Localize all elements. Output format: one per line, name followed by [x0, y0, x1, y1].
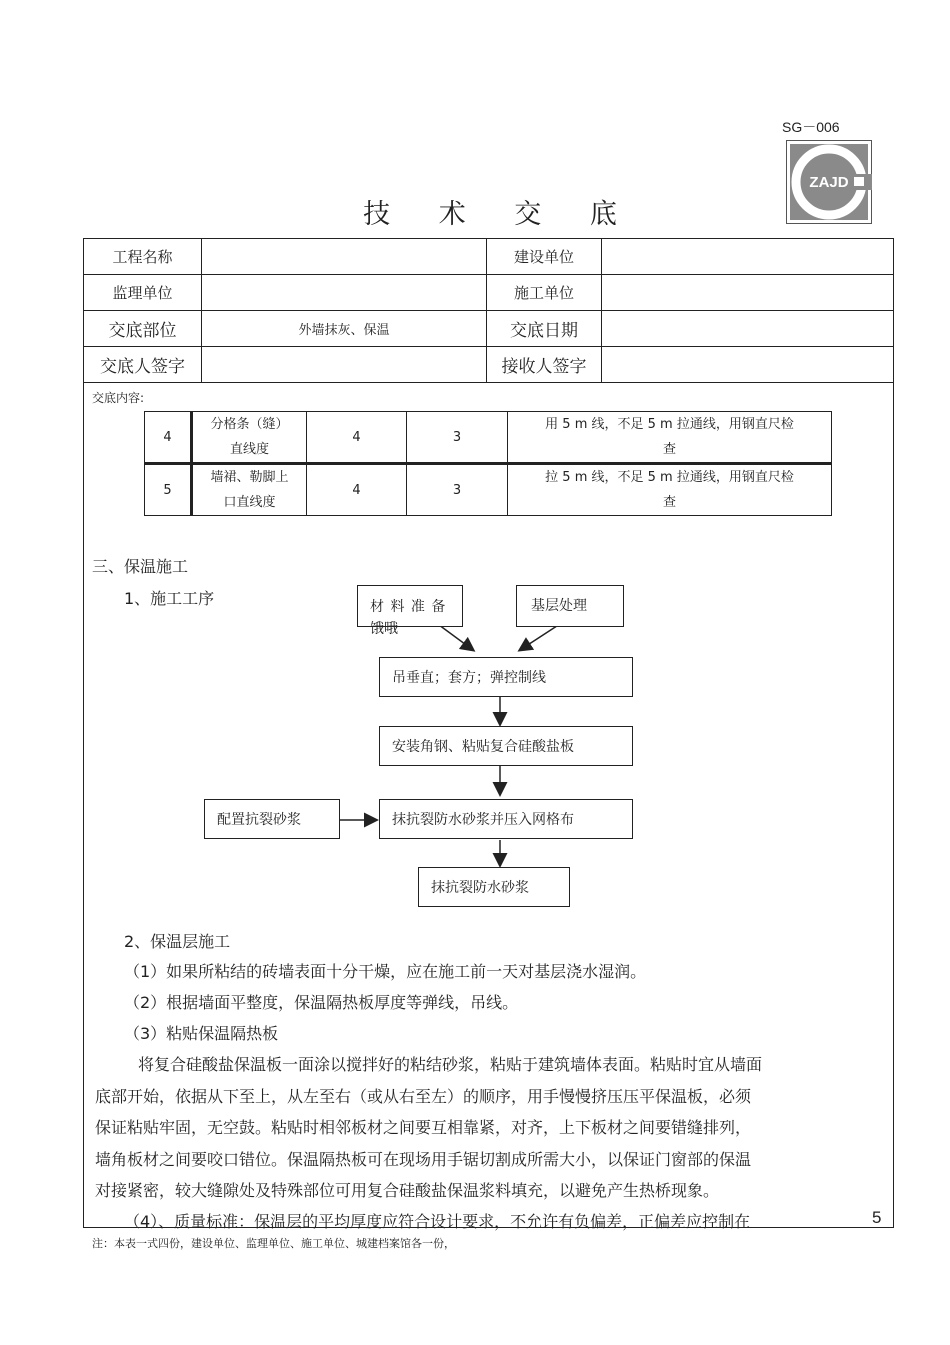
giver-sign-label: 交底人签字 — [84, 347, 202, 383]
body-line: 将复合硅酸盐保温板一面涂以搅拌好的粘结砂浆，粘贴于建筑墙体表面。粘贴时宜从墙面 — [138, 1055, 763, 1074]
row-number: 5 — [145, 464, 192, 516]
step-paragraph: （4）、质量标准：保温层的平均厚度应符合设计要求，不允许有负偏差，正偏差应控制在 — [124, 1212, 751, 1231]
table-row — [145, 464, 832, 516]
check-method: 拉 5 m 线，不足 5 m 拉通线，用钢直尺检 查 — [508, 464, 832, 516]
flow-base-treatment: 基层处理 — [516, 585, 624, 627]
location-label: 交底部位 — [84, 311, 202, 347]
info-table — [83, 238, 894, 383]
owner-label: 建设单位 — [487, 239, 602, 275]
tolerance-b: 3 — [407, 412, 508, 464]
check-item: 墙裙、勒脚上 口直线度 — [192, 464, 307, 516]
subsection-insulation: 2、保温层施工 — [124, 932, 231, 951]
contractor-field[interactable] — [602, 275, 894, 311]
tolerance-b: 3 — [407, 464, 508, 516]
flow-mortar-prep: 配置抗裂砂浆 — [204, 799, 340, 839]
footer-note: 注：本表一式四份，建设单位、监理单位、施工单位、城建档案馆各一份， — [92, 1237, 455, 1250]
page-number: 5 — [872, 1208, 882, 1227]
owner-field[interactable] — [602, 239, 894, 275]
tolerance-a: 4 — [307, 412, 407, 464]
body-line: 对接紧密，较大缝隙处及特殊部位可用复合硅酸盐保温浆料填充，以避免产生热桥现象。 — [95, 1181, 720, 1200]
step-paragraph: （2）根据墙面平整度，保温隔热板厚度等弹线，吊线。 — [124, 993, 519, 1012]
row-number: 4 — [145, 412, 192, 464]
flow-prep-note: 饿哦 — [370, 621, 398, 637]
page-title: 技 术 交 底 — [363, 199, 637, 230]
subsection-process: 1、施工工序 — [124, 589, 215, 608]
receiver-sign-field[interactable] — [602, 347, 894, 383]
check-method: 用 5 m 线，不足 5 m 拉通线，用钢直尺检 查 — [508, 412, 832, 464]
contractor-label: 施工单位 — [487, 275, 602, 311]
tolerance-a: 4 — [307, 464, 407, 516]
supervisor-field[interactable] — [202, 275, 487, 311]
body-line: 墙角板材之间要咬口错位。保温隔热板可在现场用手锯切割成所需大小，以保证门窗部的保温 — [95, 1150, 752, 1169]
quality-table — [144, 411, 832, 516]
section-heading: 三、保温施工 — [92, 557, 189, 576]
project-name-field[interactable] — [202, 239, 487, 275]
supervisor-label: 监理单位 — [84, 275, 202, 311]
form-code: SG－006 — [782, 119, 840, 135]
flow-step-install: 安装角钢、粘贴复合硅酸盐板 — [379, 726, 633, 766]
content-label: 交底内容: — [92, 391, 145, 405]
flow-step-plumb: 吊垂直；套方；弹控制线 — [379, 657, 633, 697]
table-row — [145, 412, 832, 464]
flow-step-final: 抹抗裂防水砂浆 — [418, 867, 570, 907]
body-line: 保证粘贴牢固，无空鼓。粘贴时相邻板材之间要互相靠紧，对齐，上下板材之间要错缝排列， — [95, 1118, 752, 1137]
date-field[interactable] — [602, 311, 894, 347]
check-item: 分格条（缝） 直线度 — [192, 412, 307, 464]
logo-text: ZAJD — [809, 174, 849, 191]
giver-sign-field[interactable] — [202, 347, 487, 383]
step-paragraph: （1）如果所粘结的砖墙表面十分干燥，应在施工前一天对基层浇水湿润。 — [124, 962, 647, 981]
flow-step-mesh: 抹抗裂防水砂浆并压入网格布 — [379, 799, 633, 839]
location-field[interactable]: 外墙抹灰、保温 — [202, 311, 487, 347]
body-line: 底部开始，依据从下至上，从左至右（或从右至左）的顺序，用手慢慢挤压压平保温板，必须 — [95, 1087, 752, 1106]
flow-material-prep: 材 料 准 备 — [357, 585, 463, 627]
date-label: 交底日期 — [487, 311, 602, 347]
step-paragraph: （3）粘贴保温隔热板 — [124, 1024, 279, 1043]
receiver-sign-label: 接收人签字 — [487, 347, 602, 383]
project-name-label: 工程名称 — [84, 239, 202, 275]
